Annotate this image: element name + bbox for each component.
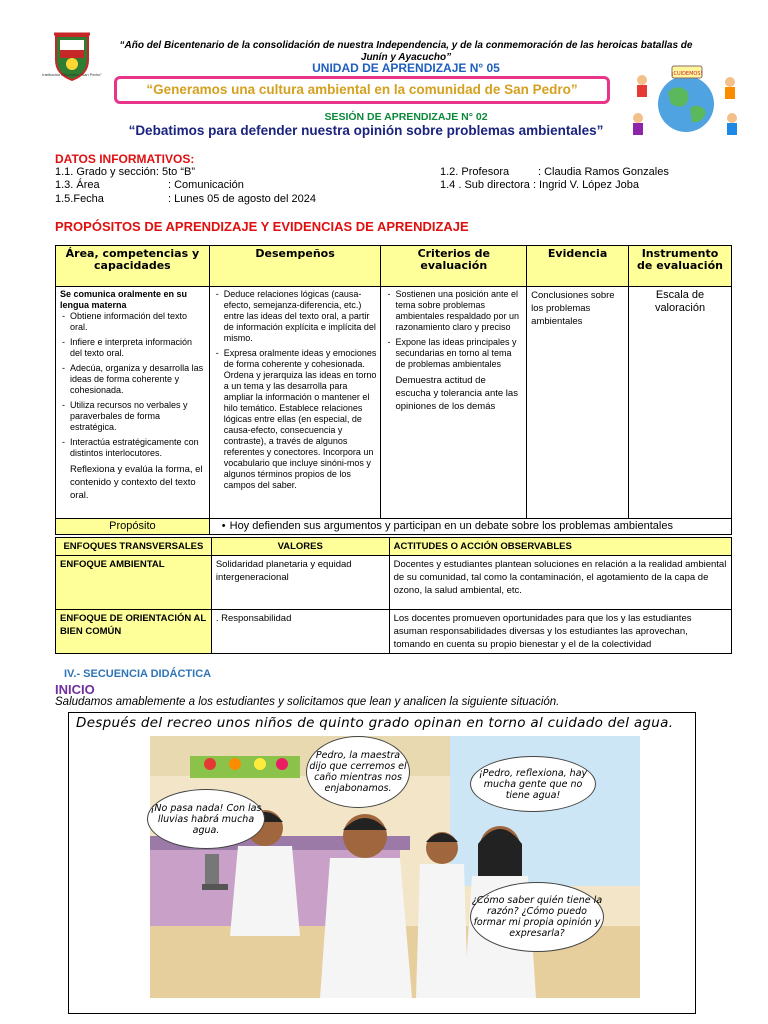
- desempeno-item: - Deduce relaciones lógicas (causa-efecto, semejanza-diferencia, etc.) entre las ideas del texto oral, a partir de información explícita e implícita del mismo.: [224, 289, 377, 344]
- header-evidencia: Evidencia: [527, 246, 629, 287]
- speech-bubble-left: ¡No pasa nada! Con las lluvias habrá mucha agua.: [147, 789, 265, 849]
- inicio-instructions: Saludamos amablemente a los estudiantes y solicitamos que lean y analicen la siguiente situación.: [55, 696, 560, 708]
- valor-ambiental: Solidaridad planetaria y equidad intergeneracional: [211, 556, 389, 610]
- school-caption: Institución Educativa "San Pedro": [42, 72, 102, 77]
- cell-evidencia: Conclusiones sobre los problemas ambientales: [527, 287, 629, 519]
- unit-title: UNIDAD DE APRENDIZAJE N° 05: [312, 61, 500, 75]
- year-motto: “Año del Bicentenario de la consolidación de nuestra Independencia, y de la conmemoración de las heroicas batallas de Junín y Ayacucho”: [119, 40, 693, 63]
- inicio-heading: INICIO: [55, 682, 95, 697]
- speech-bubble-middle: Pedro, la maestra dijo que cerremos el caño mientras nos enjabonamos.: [306, 736, 410, 808]
- speech-bubble-bottom: ¿Cómo saber quién tiene la razón? ¿Cómo puedo formar mi propia opinión y expresarla?: [470, 882, 604, 952]
- unit-name-box: [114, 76, 610, 104]
- cell-desempenos: [209, 287, 381, 519]
- actitud-ambiental: Docentes y estudiantes plantean soluciones en relación a la realidad ambiental de su comunidad, tal como la contaminación, el agotamiento de la capa de ozono, la salud ambiental, etc.: [389, 556, 731, 610]
- speech-bubble-right: ¡Pedro, reflexiona, hay mucha gente que no tiene agua!: [470, 756, 596, 812]
- propositos-heading: PROPÓSITOS DE APRENDIZAJE Y EVIDENCIAS DE APRENDIZAJE: [55, 219, 469, 234]
- datos-fecha-label: 1.5.Fecha: [55, 193, 104, 205]
- cell-competencias: [56, 287, 210, 519]
- datos-profesora-value: : Claudia Ramos Gonzales: [538, 166, 669, 178]
- proposito-cell: [209, 519, 731, 535]
- situation-title: Después del recreo unos niños de quinto grado opinan en torno al cuidado del agua.: [76, 715, 674, 731]
- desempeno-item: - Expresa oralmente ideas y emociones de forma coherente y cohesionada. Ordena y jerarquiza las ideas en torno a un tema y las desarrolla para ampliar la información o mantener el hilo temático. Establece relaciones lógicas entre ellas (en especial, de causa-efecto, consecuencia y contraste), a través de algunos referentes y conectores. Incorpora un vocabulario que incluye sinóni-mos y algunos términos propios de los campos del saber.: [224, 348, 377, 491]
- header-enfoques: ENFOQUES TRANSVERSALES: [56, 538, 212, 556]
- datos-profesora-label: 1.2. Profesora: [440, 166, 510, 178]
- datos-grado: 1.1. Grado y sección: 5to “B”: [55, 166, 196, 178]
- unit-name: “Generamos una cultura ambiental en la comunidad de San Pedro”: [146, 82, 578, 97]
- session-title: SESIÓN DE APRENDIZAJE N° 02: [324, 111, 488, 123]
- datos-heading: DATOS INFORMATIVOS:: [55, 152, 195, 166]
- capacidad-item: - Obtiene información del texto oral.: [70, 311, 205, 333]
- capacidad-item: - Infiere e interpreta información del texto oral.: [70, 337, 205, 359]
- enfoque-bien-comun: ENFOQUE DE ORIENTACIÓN AL BIEN COMÚN: [56, 610, 212, 654]
- secuencia-heading: IV.- SECUENCIA DIDÁCTICA: [64, 668, 212, 680]
- valor-bien-comun: . Responsabilidad: [211, 610, 389, 654]
- bullet-icon: •: [221, 520, 226, 532]
- capacidad-extra: Reflexiona y evalúa la forma, el contenido y contexto del texto oral.: [70, 464, 203, 501]
- header-desempenos: Desempeños: [209, 246, 381, 287]
- datos-fecha-value: : Lunes 05 de agosto del 2024: [168, 193, 317, 205]
- enfoques-table: [55, 537, 732, 654]
- header-area: Área, competencias y capacidades: [56, 246, 210, 287]
- criterio-item: - Sostienen una posición ante el tema sobre problemas ambientales respaldado por un razonamiento claro y preciso: [395, 289, 522, 333]
- proposito-text: Hoy defienden sus argumentos y participan en un debate sobre los problemas ambientales: [229, 520, 673, 532]
- cell-criterios: [381, 287, 527, 519]
- datos-subdirectora: 1.4 . Sub directora : Ingrid V. López Joba: [440, 179, 639, 191]
- proposito-label: Propósito: [56, 519, 210, 535]
- school-crest-logo: [52, 30, 92, 88]
- criterio-item: - Expone las ideas principales y secundarias en torno al tema de problemas ambientales: [395, 337, 522, 370]
- criterio-extra: Demuestra actitud de escucha y tolerancia ante las opiniones de los demás: [395, 375, 518, 412]
- capacidad-item: - Utiliza recursos no verbales y paraverbales de forma estratégica.: [70, 400, 205, 433]
- datos-area-value: : Comunicación: [168, 179, 244, 191]
- header-criterios: Criterios de evaluación: [381, 246, 527, 287]
- session-name: “Debatimos para defender nuestra opinión sobre problemas ambientales”: [128, 123, 604, 138]
- capacidad-item: - Interactúa estratégicamente con distintos interlocutores.: [70, 437, 205, 459]
- header-valores: VALORES: [211, 538, 389, 556]
- header-actitudes: ACTITUDES O ACCIÓN OBSERVABLES: [389, 538, 731, 556]
- earth-children-illustration: [626, 62, 744, 138]
- competencia: Se comunica oralmente en su lengua materna: [60, 289, 188, 310]
- datos-area-label: 1.3. Área: [55, 179, 100, 191]
- actitud-bien-comun: Los docentes promueven oportunidades para que los y las estudiantes asuman responsabilidades diversas y los estudiantes las aprovechan, tomando en cuenta su propio bienestar y el de la colectividad: [389, 610, 731, 654]
- cell-instrumento: Escala de valoración: [629, 287, 732, 519]
- globe-sign: ¡CUIDEMOS!: [671, 71, 703, 77]
- header-instrumento: Instrumento de evaluación: [629, 246, 732, 287]
- enfoque-ambiental: ENFOQUE AMBIENTAL: [56, 556, 212, 610]
- capacidad-item: - Adecúa, organiza y desarrolla las ideas de forma coherente y cohesionada.: [70, 363, 205, 396]
- propositos-table: [55, 245, 732, 535]
